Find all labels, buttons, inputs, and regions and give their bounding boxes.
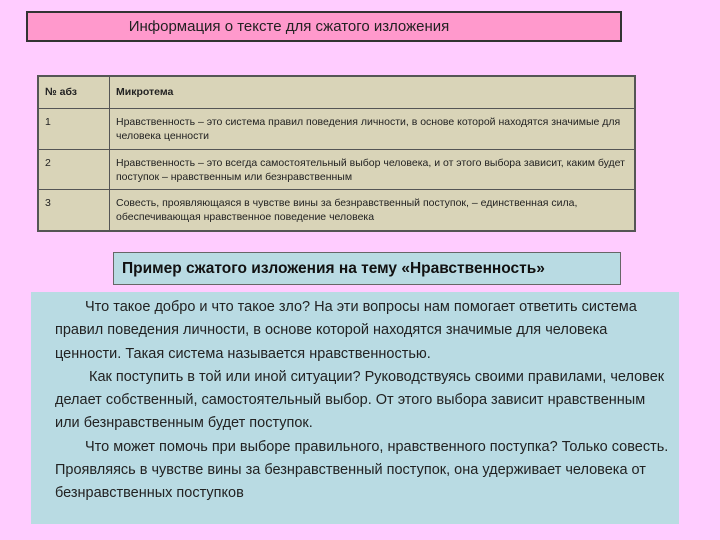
paragraph-number: 1	[38, 109, 110, 150]
microtopic-text: Нравственность – это всегда самостоятельный выбор человека, и от этого выбора зависит, каким будет поступок – нравственным или безнравственным	[110, 150, 636, 190]
column-header-microtopic: Микротема	[110, 76, 636, 109]
column-header-paragraph-number: № абз	[38, 76, 110, 109]
example-heading-text: Пример сжатого изложения на тему «Нравственность»	[122, 259, 545, 277]
microtopic-table	[37, 75, 636, 232]
example-paragraph: Как поступить в той или иной ситуации? Руководствуясь своими правилами, человек делает собственный, самостоятельный выбор. От этого выбора зависит нравственным или безнравственным будет поступок.	[55, 368, 665, 432]
table-row	[38, 190, 635, 232]
paragraph-number: 2	[38, 150, 110, 190]
microtopic-text: Совесть, проявляющаяся в чувстве вины за безнравственный поступок, – единственная сила, обеспечивающая нравственное поведение человека	[110, 190, 636, 232]
microtopic-text: Нравственность – это система правил поведения личности, в основе которой находятся значимые для человека ценности	[110, 109, 636, 150]
example-heading	[113, 252, 621, 285]
page-title	[26, 11, 622, 42]
table-row	[38, 109, 635, 150]
paragraph-number: 3	[38, 190, 110, 232]
page-title-text: Информация о тексте для сжатого изложения	[128, 18, 450, 35]
example-text-block	[31, 292, 679, 524]
example-paragraph: Что может помочь при выборе правильного, нравственного поступка? Только совесть. Проявляясь в чувстве вины за безнравственный поступок, она удерживает человека от безнравственных поступков	[55, 438, 669, 502]
table-row	[38, 150, 635, 190]
example-paragraph: Что такое добро и что такое зло? На эти вопросы нам помогает ответить система правил поведения личности, в основе которой находятся значимые для человека ценности. Такая система называется нравственностью.	[55, 299, 637, 362]
table-header-row	[38, 76, 635, 109]
